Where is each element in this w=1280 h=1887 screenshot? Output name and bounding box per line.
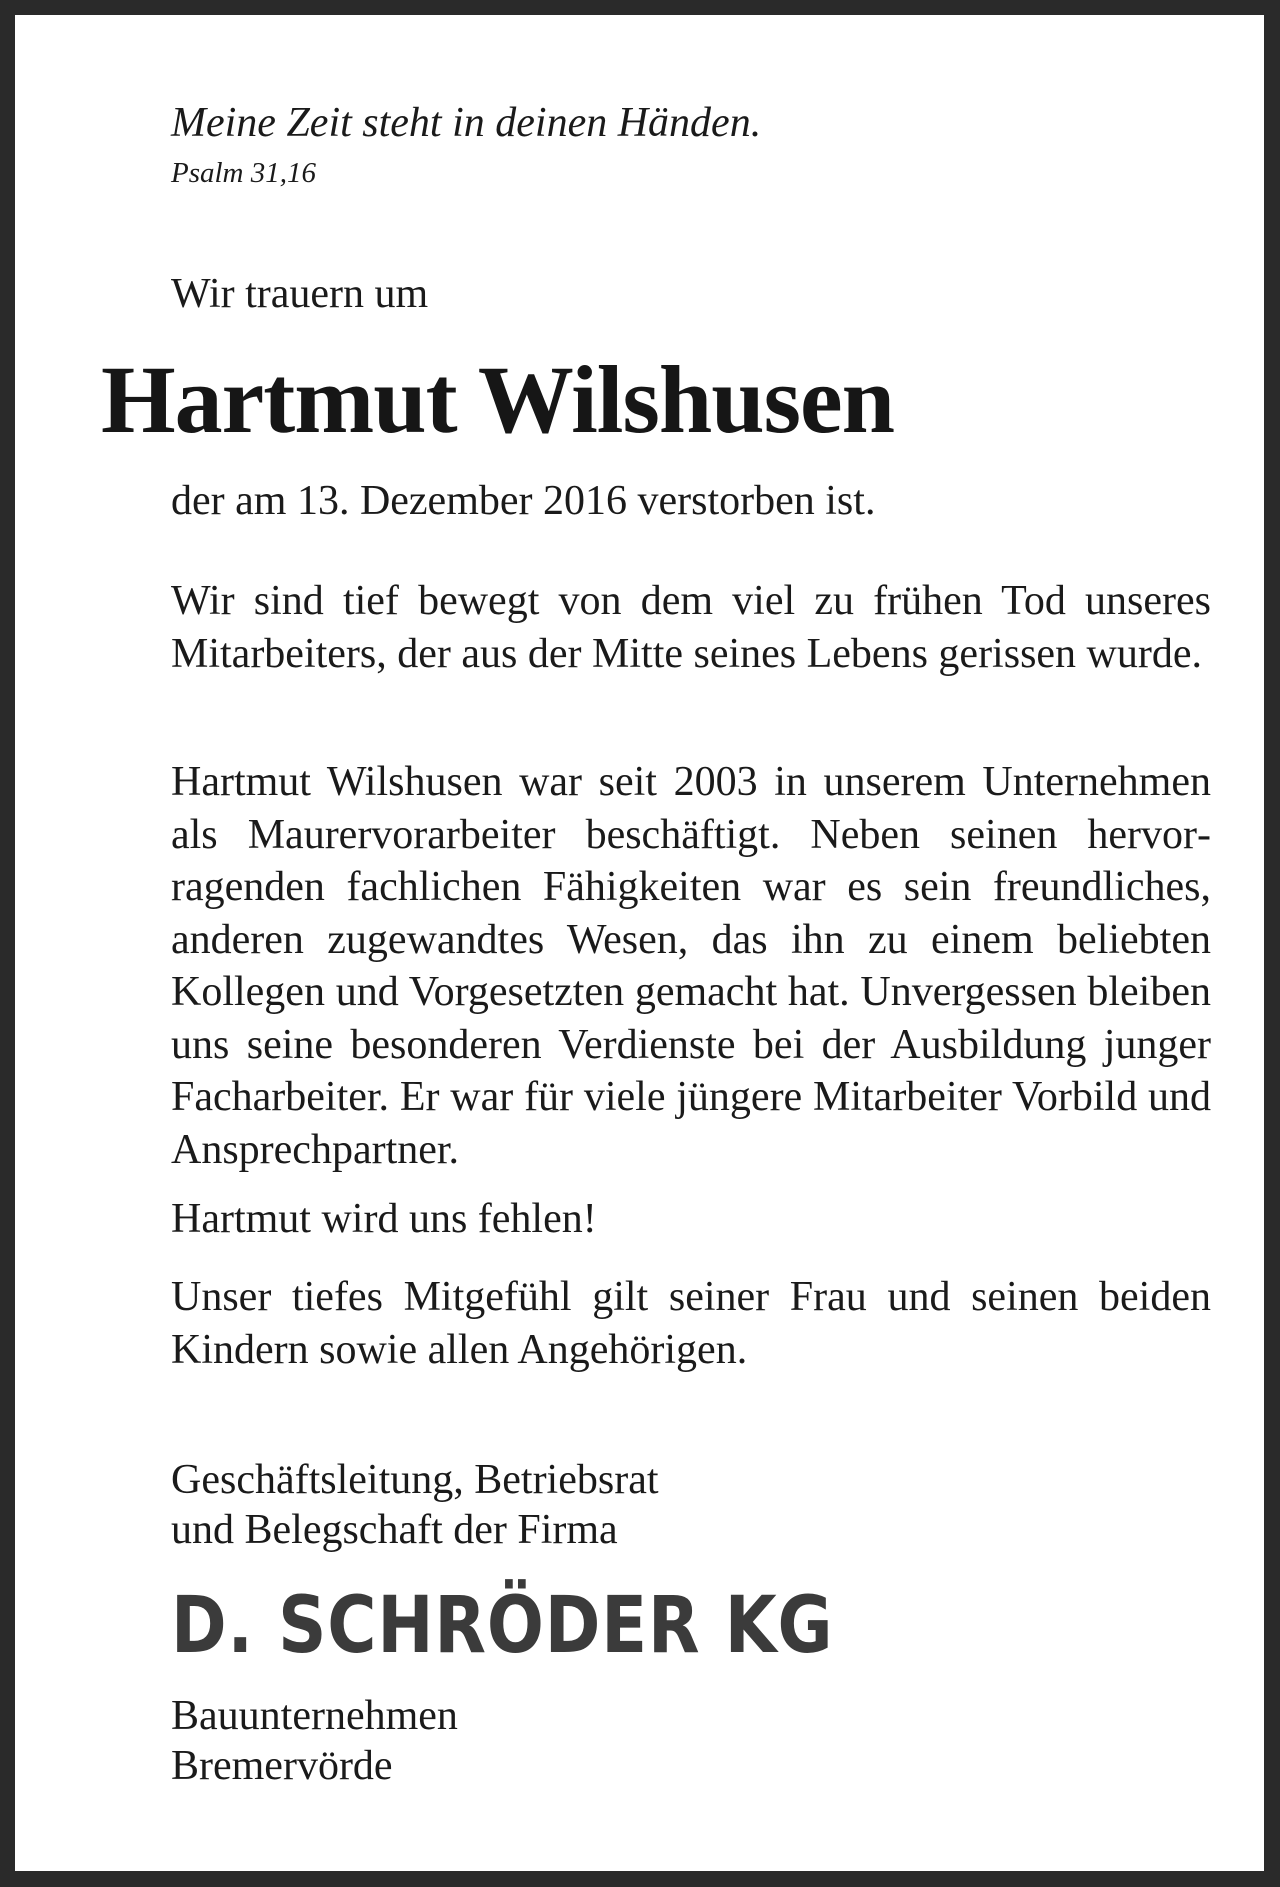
company-city: Bremervörde [171,1743,393,1789]
signature-block [171,1455,659,1555]
motto-source: Psalm 31,16 [171,157,316,189]
paragraph-career: Hartmut Wilshusen war seit 2003 in unserem Unternehmen als Maurervorarbeiter beschäftigt. Neben seinen hervorragenden fachlichen Fähigkeiten war es sein freundliches, anderen zugewandtes Wesen, das ihn zu einem beliebten Kollegen und Vorgesetzten gemacht hat. Unvergessen bleiben uns seine besonderen Verdienste bei der Ausbildung junger Facharbeiter. Er war für viele jüngere Mitarbeiter Vorbild und Ansprechpartner. [171,759,1211,1173]
date-of-death-line: der am 13. Dezember 2016 verstorben ist. [171,478,876,524]
mourning-intro: Wir trauern um [171,271,429,317]
paragraph-farewell: Hartmut wird uns fehlen! [171,1196,597,1242]
paragraph-condolence: Unser tiefes Mitgefühl gilt seiner Frau und seinen beiden Kindern sowie allen Angehörigen. [171,1274,1211,1373]
paragraph-tribute: Wir sind tief bewegt von dem viel zu frühen Tod unseres Mitarbeiters, der aus der Mitte seines Lebens gerissen wurde. [171,578,1211,677]
signature-line-1: Geschäftsleitung, Betriebsrat [171,1457,659,1503]
deceased-name: Hartmut Wilshusen [101,346,894,453]
company-details [171,1691,458,1791]
signature-line-2: und Belegschaft der Firma [171,1507,618,1553]
company-business: Bauunternehmen [171,1693,458,1739]
motto-quote: Meine Zeit steht in deinen Händen. [171,100,762,146]
company-logo: D. SCHRÖDER KG [171,1581,834,1671]
